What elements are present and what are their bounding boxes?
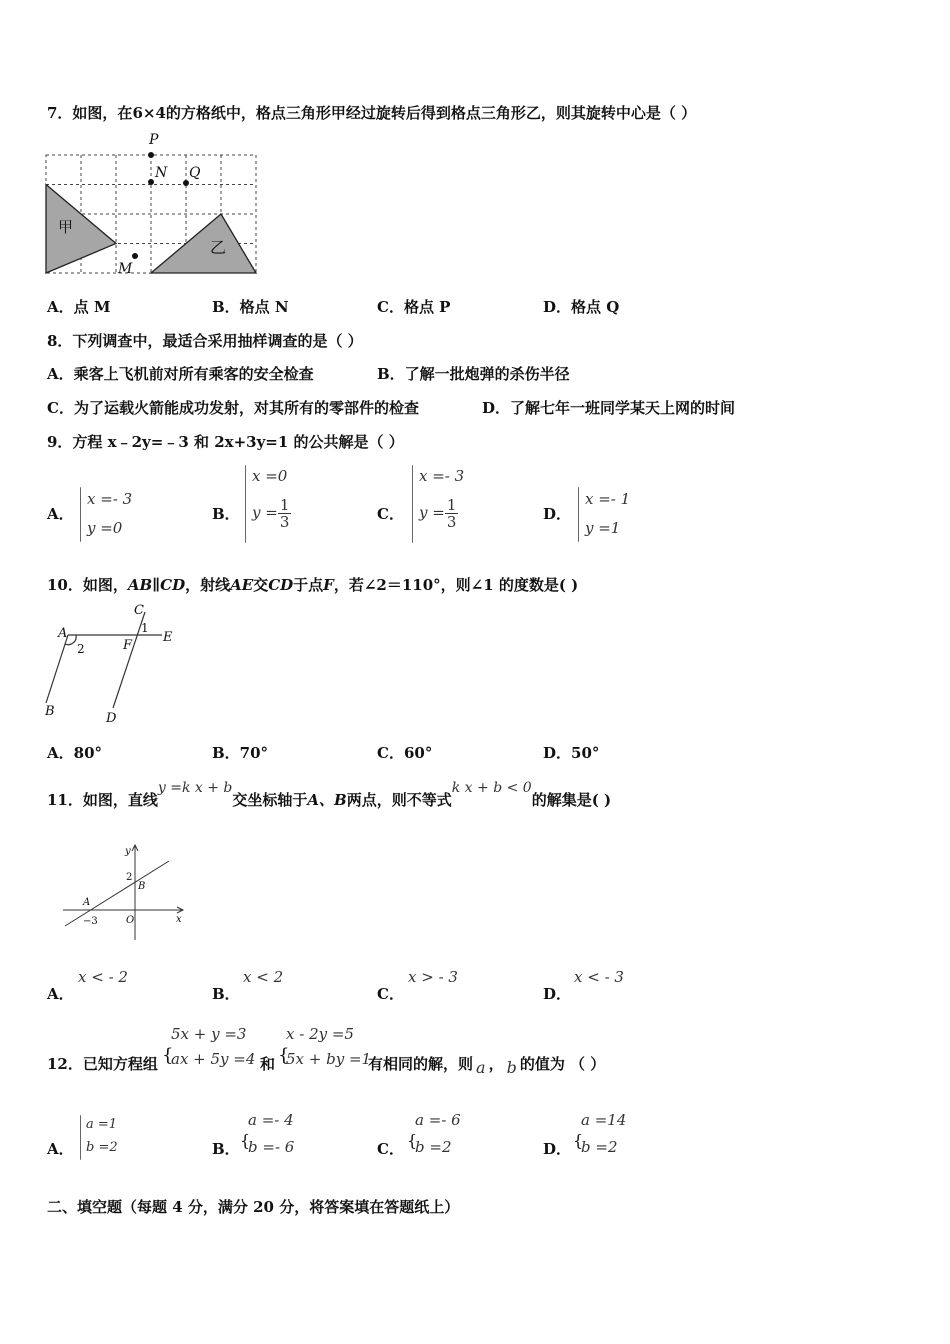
q10-label-f: F (123, 638, 133, 653)
q8-option-c[interactable]: C．为了运载火箭能成功发射，对其所有的零部件的检查 (47, 399, 419, 417)
q12-stem-mid (368, 1053, 606, 1077)
q10-label-d: D (106, 711, 117, 726)
q9-c-den: 3 (446, 513, 457, 531)
q12-a-brace (80, 1115, 81, 1160)
q7-label-yi: 乙 (210, 238, 227, 257)
q10-label-2: 2 (77, 642, 85, 656)
q8-option-d[interactable]: D．了解七年一班同学某天上网的时间 (482, 399, 736, 417)
q11-inequality: k x + b < 0 (451, 780, 532, 796)
q7-option-d[interactable]: D．格点 Q (543, 298, 620, 316)
q10-option-d[interactable]: D．50° (543, 744, 600, 762)
q10-option-b[interactable]: B．70° (212, 744, 269, 762)
q7-label-n: N (155, 165, 168, 181)
q12-sys1-eq1: 5x + y =3 (171, 1025, 247, 1043)
q12-b-system (248, 1107, 294, 1161)
q11-stem-suffix: 的解集是( ) (531, 791, 612, 809)
q11-c-expr: x > - 3 (408, 968, 458, 986)
q12-c-eq2: b =2 (415, 1138, 452, 1156)
q9-b-brace (245, 465, 246, 543)
q11-stem-prefix: 11．如图，直线 (47, 791, 158, 809)
q12-system-2 (286, 1022, 371, 1072)
q9-a-eq1: x =- 3 (87, 490, 133, 508)
q8-stem: 8．下列调查中，最适合采用抽样调查的是（ ） (47, 332, 363, 350)
q12-option-a[interactable]: A． (47, 1140, 74, 1158)
q11-stem-ab: A、B (307, 791, 347, 809)
q11-label-neg3: −3 (83, 916, 98, 927)
q11-option-c[interactable]: C． (377, 985, 404, 1003)
q7-label-q: Q (189, 165, 201, 181)
q12-a-eq1: a =1 (86, 1117, 118, 1132)
q11-label-a: A (83, 897, 91, 908)
q12-sys2-brace: { (278, 1045, 290, 1066)
q9-a-system (87, 485, 132, 543)
q12-stem-and: 和 (260, 1055, 276, 1073)
q12-stem-mid-text: 有相同的解，则 (368, 1055, 474, 1073)
q9-b-fraction (278, 497, 292, 530)
q10-option-a[interactable]: A．80° (47, 744, 103, 762)
q12-a-system (86, 1113, 118, 1159)
q12-b-eq2: b =- 6 (248, 1138, 295, 1156)
q10-stem-prefix: 10．如图， (47, 576, 128, 594)
q11-label-x: x (176, 914, 182, 925)
q9-b-eq1: x =0 (252, 467, 288, 485)
q10-stem-suffix: ，若∠2＝110°，则∠1 的度数是( ) (333, 576, 579, 594)
q8-option-a[interactable]: A．乘客上飞机前对所有乘客的安全检查 (47, 365, 314, 383)
q9-b-system (252, 462, 291, 530)
q10-stem-mid2: 交 (253, 576, 269, 594)
q9-a-eq2: y =0 (87, 519, 123, 537)
q9-b-num: 1 (279, 496, 290, 514)
q11-option-d[interactable]: D． (543, 985, 572, 1003)
q11-label-y: y (125, 846, 131, 857)
q7-point-m (132, 253, 138, 259)
q12-system-1 (171, 1022, 255, 1072)
q10-option-c[interactable]: C．60° (377, 744, 433, 762)
q11-line (65, 861, 169, 926)
q10-label-a: A (58, 626, 68, 641)
q9-stem: 9．方程 x﹣2y=﹣3 和 2x+3y=1 的公共解是（ ） (47, 433, 404, 451)
q12-option-d[interactable]: D． (543, 1140, 572, 1158)
q10-label-b: B (45, 704, 55, 719)
q10-figure (40, 600, 190, 730)
q12-b-eq1: a =- 4 (248, 1111, 294, 1129)
q10-stem-mid1: ，射线 (185, 576, 231, 594)
q12-c-system (415, 1107, 461, 1161)
q12-d-eq1: a =14 (581, 1111, 627, 1129)
q9-d-eq1: x =- 1 (585, 490, 631, 508)
q9-d-brace (578, 487, 579, 542)
q7-label-p: P (149, 132, 159, 148)
q10-label-1: 1 (141, 621, 149, 635)
q9-c-num: 1 (446, 496, 457, 514)
q11-stem-mid2: 两点，则不等式 (346, 791, 452, 809)
q11-b-expr: x < 2 (243, 968, 284, 986)
q9-c-brace (412, 465, 413, 543)
q9-c-eq2-left: y = (419, 503, 445, 522)
q12-b-brace: { (240, 1131, 251, 1150)
q11-d-expr: x < - 3 (574, 968, 624, 986)
q10-stem (47, 574, 578, 595)
q11-label-2: 2 (126, 872, 133, 883)
q12-stem-suffix: 的值为 （ ） (519, 1055, 606, 1073)
q9-d-system (585, 485, 630, 543)
q7-figure (40, 128, 265, 278)
q9-b-eq2-left: y = (252, 503, 278, 522)
q11-figure (55, 840, 195, 945)
q7-point-p (148, 152, 154, 158)
q10-stem-cd: CD (268, 576, 294, 594)
q12-c-brace: { (407, 1131, 418, 1150)
q12-option-b[interactable]: B． (212, 1140, 240, 1158)
q10-label-e: E (163, 630, 173, 645)
q11-label-b: B (138, 881, 146, 892)
q10-label-c: C (134, 603, 144, 618)
q9-option-d[interactable]: D． (543, 505, 572, 523)
q12-a-eq2: b =2 (86, 1140, 118, 1155)
q10-stem-mid3: 于点 (293, 576, 324, 594)
q12-stem-prefix: 12．已知方程组 (47, 1055, 158, 1073)
q9-c-eq1: x =- 3 (419, 467, 465, 485)
q11-a-expr: x < - 2 (78, 968, 128, 986)
q7-option-c[interactable]: C．格点 P (377, 298, 451, 316)
q7-option-b[interactable]: B．格点 N (212, 298, 289, 316)
q12-sys1-eq2: ax + 5y =4 (171, 1050, 256, 1068)
q12-d-brace: { (573, 1131, 584, 1150)
q9-b-den: 3 (279, 513, 290, 531)
q10-line-ab (46, 635, 68, 703)
q8-option-b[interactable]: B．了解一批炮弹的杀伤半径 (377, 365, 570, 383)
q11-line-equation: y =k x + b (157, 780, 233, 796)
q11-option-b[interactable]: B． (212, 985, 240, 1003)
q12-c-eq1: a =- 6 (415, 1111, 461, 1129)
q10-stem-ae: AE (230, 576, 254, 594)
q12-sys2-eq1: x - 2y =5 (286, 1025, 354, 1043)
section2-title: 二、填空题（每题 4 分，满分 20 分，将答案填在答题纸上） (47, 1198, 460, 1216)
q9-a-brace (80, 487, 81, 542)
q11-stem (47, 780, 612, 810)
q7-label-jia: 甲 (58, 218, 74, 236)
q10-stem-f: F (323, 576, 334, 594)
q12-d-eq2: b =2 (581, 1138, 618, 1156)
q12-d-system (581, 1107, 626, 1161)
q9-c-fraction (445, 497, 459, 530)
q12-var-b: b (506, 1058, 517, 1077)
q9-option-b[interactable]: B． (212, 505, 240, 523)
q10-stem-ab: AB∥CD (127, 576, 186, 594)
q11-label-o: O (126, 915, 135, 926)
q12-comma: ， (488, 1055, 504, 1073)
q7-point-n (148, 179, 154, 185)
q12-var-a: a (476, 1058, 486, 1077)
q12-option-c[interactable]: C． (377, 1140, 404, 1158)
q9-c-system (419, 462, 464, 530)
q9-d-eq2: y =1 (585, 519, 621, 537)
q11-option-a[interactable]: A． (47, 985, 74, 1003)
q12-sys1-brace: { (162, 1045, 174, 1066)
q9-option-c[interactable]: C． (377, 505, 404, 523)
q7-label-m: M (118, 261, 133, 277)
q7-option-a[interactable]: A．点 M (47, 298, 111, 316)
q7-stem: 7．如图，在6×4的方格纸中，格点三角形甲经过旋转后得到格点三角形乙，则其旋转中心是（ ） (47, 104, 697, 122)
q12-sys2-eq2: 5x + by =1 (286, 1050, 372, 1068)
q11-stem-mid: 交坐标轴于 (232, 791, 308, 809)
q9-option-a[interactable]: A． (47, 505, 74, 523)
